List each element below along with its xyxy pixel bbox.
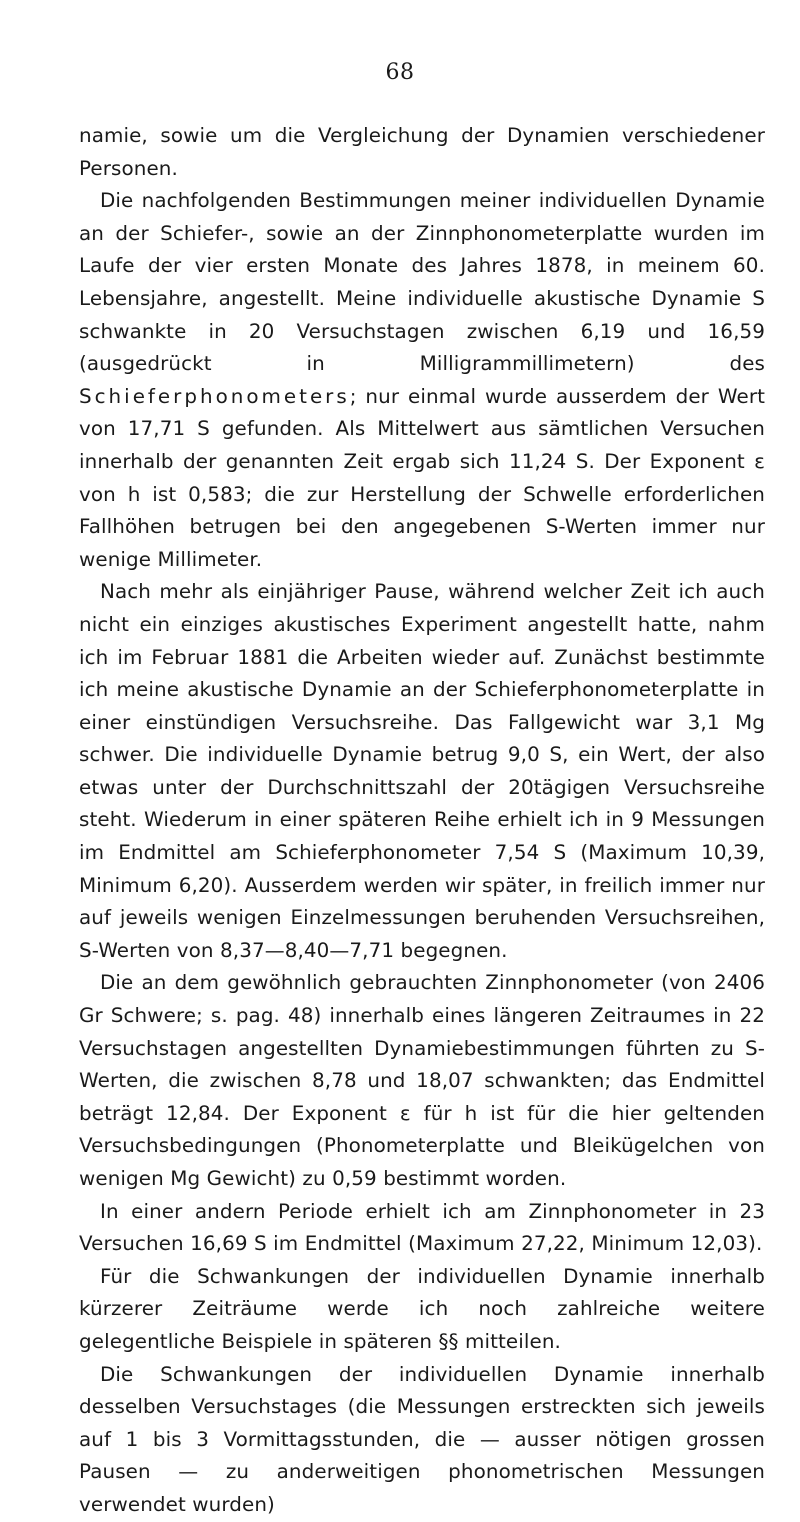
emphasized-term: Schieferphonometers [79, 384, 350, 408]
paragraph-continuation: namie, sowie um die Vergleichung der Dynamien verschiedener Personen. [79, 124, 765, 180]
paragraph-resumption-1881: Nach mehr als einjähriger Pause, während welcher Zeit ich auch nicht ein einziges akustisches Experiment angestellt hatte, nahm ich im Februar 1881 die Arbeiten wieder auf. Zunächst bestimmte ich meine akustische Dynamie an der Schieferphonometerplatte in einer einstündigen Versuchsreihe. Das Fallgewicht war 3,1 Mg schwer. Die individuelle Dynamie betrug 9,0 S, ein Wert, der also etwas unter der Durchschnittszahl der 20tägigen Versuchsreihe steht. Wiederum in einer späteren Reihe erhielt ich in 9 Messungen im Endmittel am Schieferphonometer 7,54 S (Maximum 10,39, Minimum 6,20). Ausserdem werden wir später, in freilich immer nur auf jeweils wenigen Einzelmessungen beruhenden Versuchsreihen, S-Werten von 8,37—8,40—7,71 begegnen. [79, 580, 765, 962]
paragraph-text: Die nachfolgenden Bestimmungen meiner individuellen Dynamie an der Schiefer-, sowie an der Zinnphonometerplatte wurden im Laufe der vier ersten Monate des Jahres 1878, in meinem 60. Lebensjahre, angestellt. Meine individuelle akustische Dynamie S schwankte in 20 Versuchstagen zwischen 6,19 und 16,59 (ausgedrückt in Milligrammillimetern) des [79, 189, 765, 376]
paragraph-short-term-fluctuations: Für die Schwankungen der individuellen Dynamie innerhalb kürzerer Zeiträume werde ich noch zahlreiche weitere gelegentliche Beispiele in späteren §§ mitteilen. [79, 1264, 765, 1353]
body-text [79, 120, 765, 1522]
paragraph-zinnphonometer: Die an dem gewöhnlich gebrauchten Zinnphonometer (von 2406 Gr Schwere; s. pag. 48) innerhalb eines längeren Zeitraumes in 22 Versuchstagen angestellten Dynamiebestimmungen führten zu S-Werten, die zwischen 8,78 und 18,07 schwankten; das Endmittel beträgt 12,84. Der Exponent ε für h ist für die hier geltenden Versuchsbedingungen (Phonometerplatte und Bleikügelchen von wenigen Mg Gewicht) zu 0,59 bestimmt worden. [79, 971, 765, 1190]
paragraph-same-day-fluctuations: Die Schwankungen der individuellen Dynamie innerhalb desselben Versuchstages (die Messungen erstreckten sich jeweils auf 1 bis 3 Vormittagsstunden, die — ausser nötigen grossen Pausen — zu anderweitigen phonometrischen Messungen verwendet wurden) [79, 1362, 765, 1516]
paragraph-other-period: In einer andern Periode erhielt ich am Zinnphonometer in 23 Versuchen 16,69 S im Endmittel (Maximum 27,22, Minimum 12,03). [79, 1199, 765, 1256]
paragraph-own-dynamie-1878 [79, 185, 765, 576]
paragraph-text: ; nur einmal wurde ausserdem der Wert von 17,71 S gefunden. Als Mittelwert aus sämtlichen Versuchen innerhalb der genannten Zeit ergab sich 11,24 S. Der Exponent ε von h ist 0,583; die zur Herstellung der Schwelle erforderlichen Fallhöhen betrugen bei den angegebenen S-Werten immer nur wenige Millimeter. [79, 384, 765, 571]
page-number: 68 [385, 60, 415, 85]
